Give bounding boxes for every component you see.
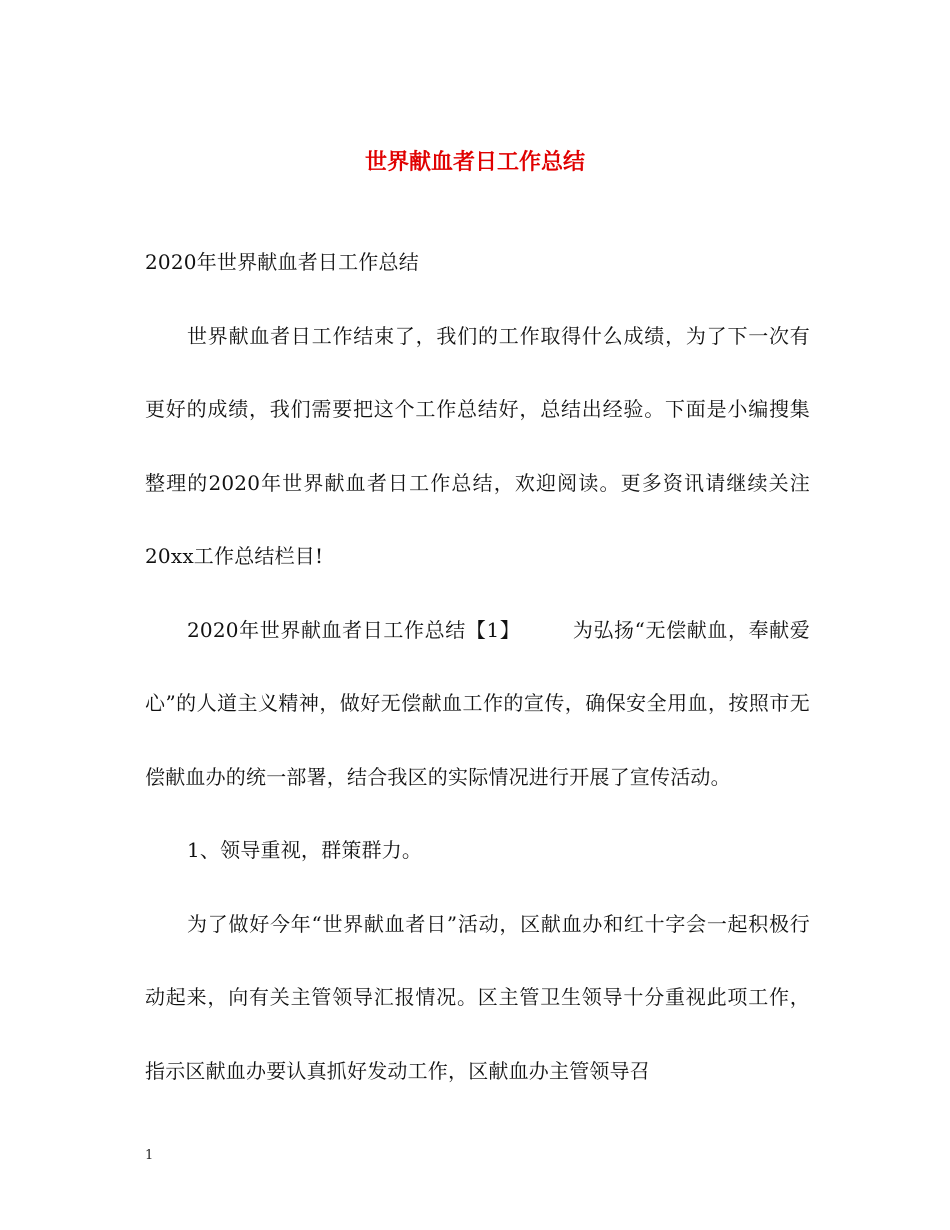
section-1-paragraph: [145, 594, 810, 815]
section-1-text: 为弘扬“无偿献血，奉献爱心”的人道主义精神，做好无偿献血工作的宣传，确保安全用血，按照市无偿献血办的统一部署，结合我区的实际情况进行开展了宣传活动。: [145, 617, 810, 789]
document-body: [145, 226, 810, 1108]
point-1-heading: 1、领导重视，群策群力。: [187, 838, 423, 862]
page-number: 1: [145, 1148, 154, 1163]
document-title: 世界献血者日工作总结: [364, 149, 585, 175]
section-1-heading: 2020年世界献血者日工作总结【1】: [187, 617, 521, 642]
point-1-paragraph: 为了做好今年“世界献血者日”活动，区献血办和红十字会一起积极行动起来，向有关主管领导汇报情况。区主管卫生领导十分重视此项工作，指示区献血办要认真抓好发动工作，区献血办主管领导召: [145, 911, 810, 1083]
intro-paragraph: 世界献血者日工作结束了，我们的工作取得什么成绩，为了下一次有更好的成绩，我们需要把这个工作总结好，总结出经验。下面是小编搜集整理的2020年世界献血者日工作总结，欢迎阅读。更多资讯请继续关注20xx工作总结栏目!: [145, 323, 810, 568]
document-subtitle: 2020年世界献血者日工作总结: [145, 250, 419, 274]
